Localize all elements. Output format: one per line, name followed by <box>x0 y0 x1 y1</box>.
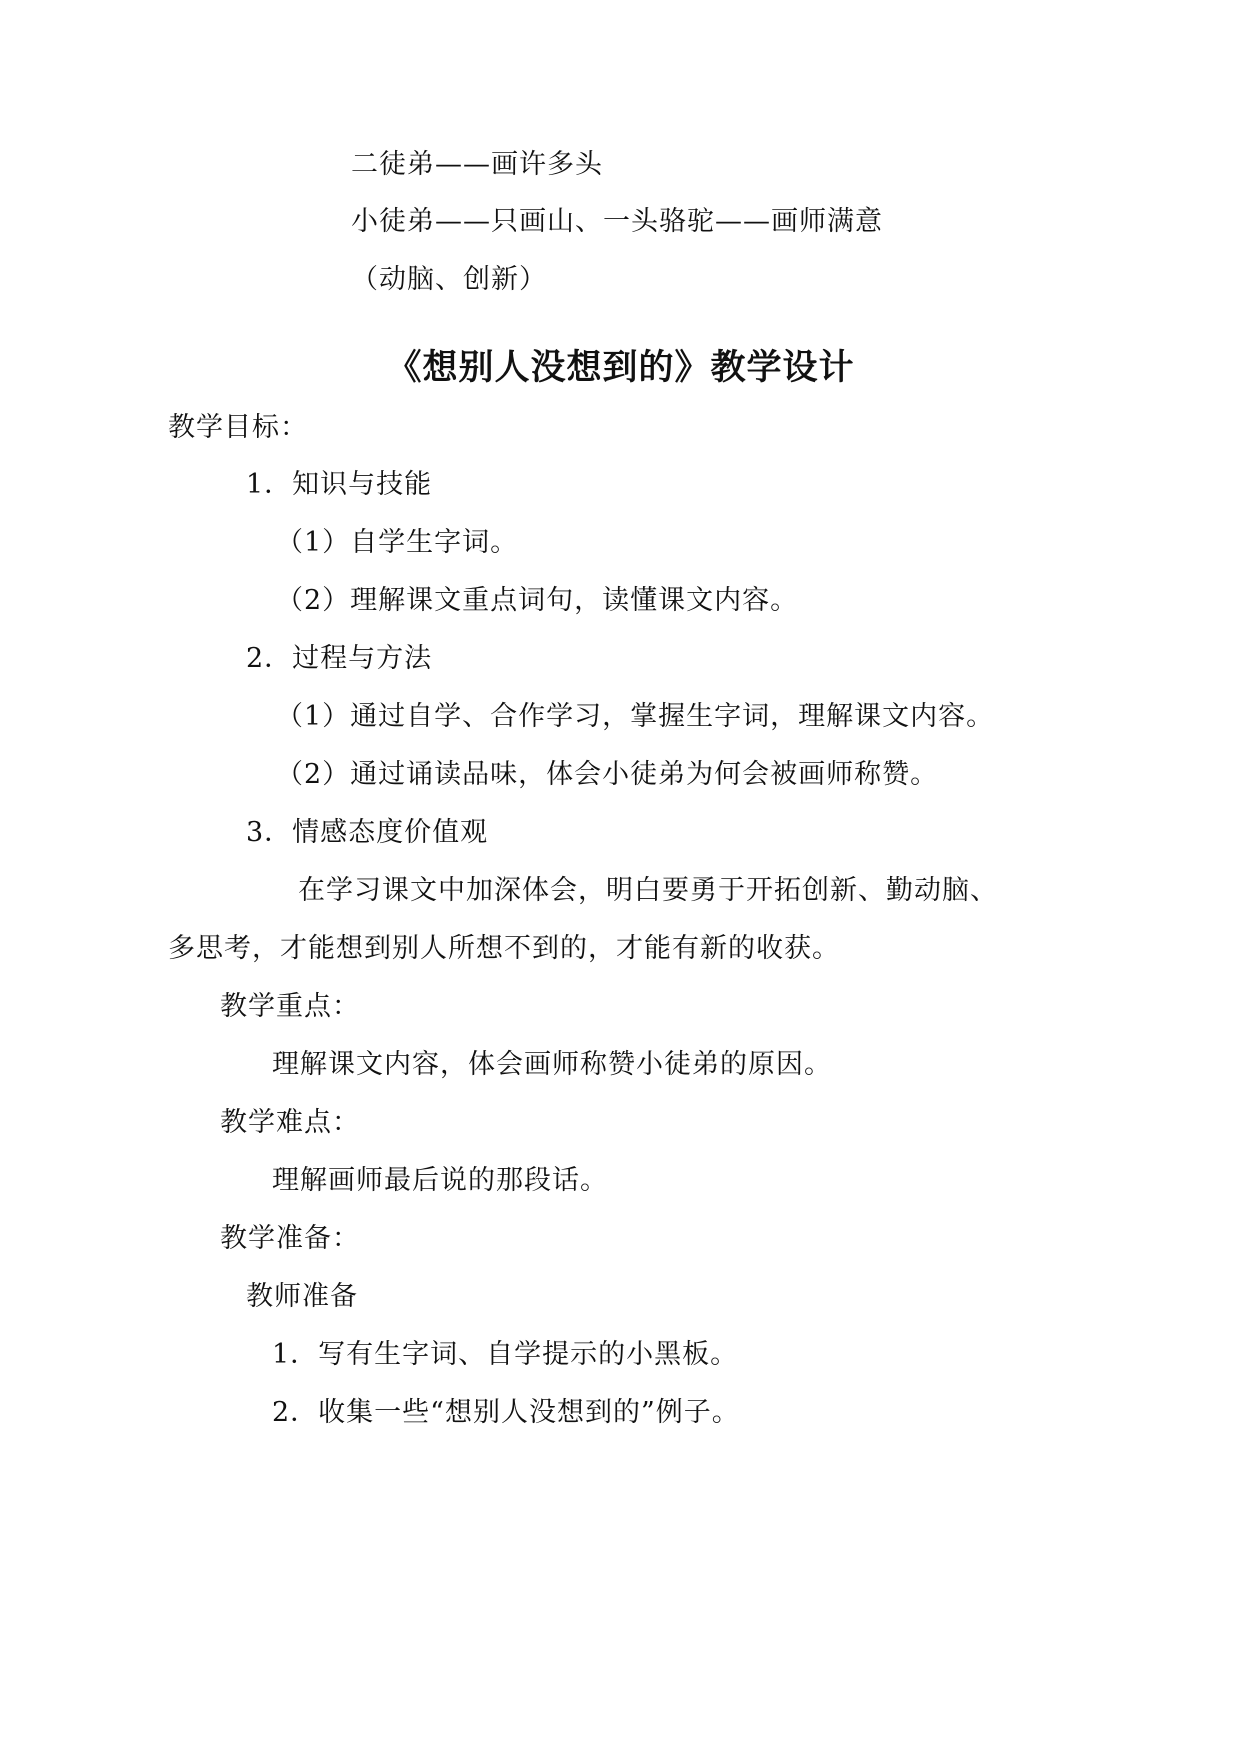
top-note-2: 小徒弟——只画山、一头骆驼——画师满意 <box>351 206 883 237</box>
objectives-heading: 教学目标： <box>168 412 308 443</box>
objective-1-sub-2: （2）理解课文重点词句，读懂课文内容。 <box>276 585 799 616</box>
objective-1-label: 1．知识与技能 <box>246 469 433 500</box>
objective-2-sub-2: （2）通过诵读品味，体会小徒弟为何会被画师称赞。 <box>276 759 939 790</box>
objective-2-sub-1: （1）通过自学、合作学习，掌握生字词，理解课文内容。 <box>276 701 995 732</box>
objective-3-paragraph-line-2: 多思考，才能想到别人所想不到的，才能有新的收获。 <box>168 933 840 964</box>
preparation-heading: 教学准备： <box>220 1223 360 1254</box>
top-note-1: 二徒弟——画许多头 <box>351 149 603 180</box>
teacher-preparation: 教师准备 <box>246 1281 358 1312</box>
preparation-item-1: 1．写有生字词、自学提示的小黑板。 <box>272 1339 739 1370</box>
key-point-text: 理解课文内容，体会画师称赞小徒弟的原因。 <box>272 1049 832 1080</box>
difficulty-heading: 教学难点： <box>220 1107 360 1138</box>
objective-1-sub-1: （1）自学生字词。 <box>276 527 519 558</box>
difficulty-text: 理解画师最后说的那段话。 <box>272 1165 608 1196</box>
objective-3-label: 3．情感态度价值观 <box>246 817 489 848</box>
top-note-3: （动脑、创新） <box>351 264 547 295</box>
objective-3-paragraph-line-1: 在学习课文中加深体会，明白要勇于开拓创新、勤动脑、 <box>298 875 998 906</box>
key-point-heading: 教学重点： <box>220 991 360 1022</box>
objective-2-label: 2．过程与方法 <box>246 643 433 674</box>
preparation-item-2: 2．收集一些“想别人没想到的”例子。 <box>272 1397 740 1428</box>
document-title: 《想别人没想到的》教学设计 <box>386 348 855 388</box>
